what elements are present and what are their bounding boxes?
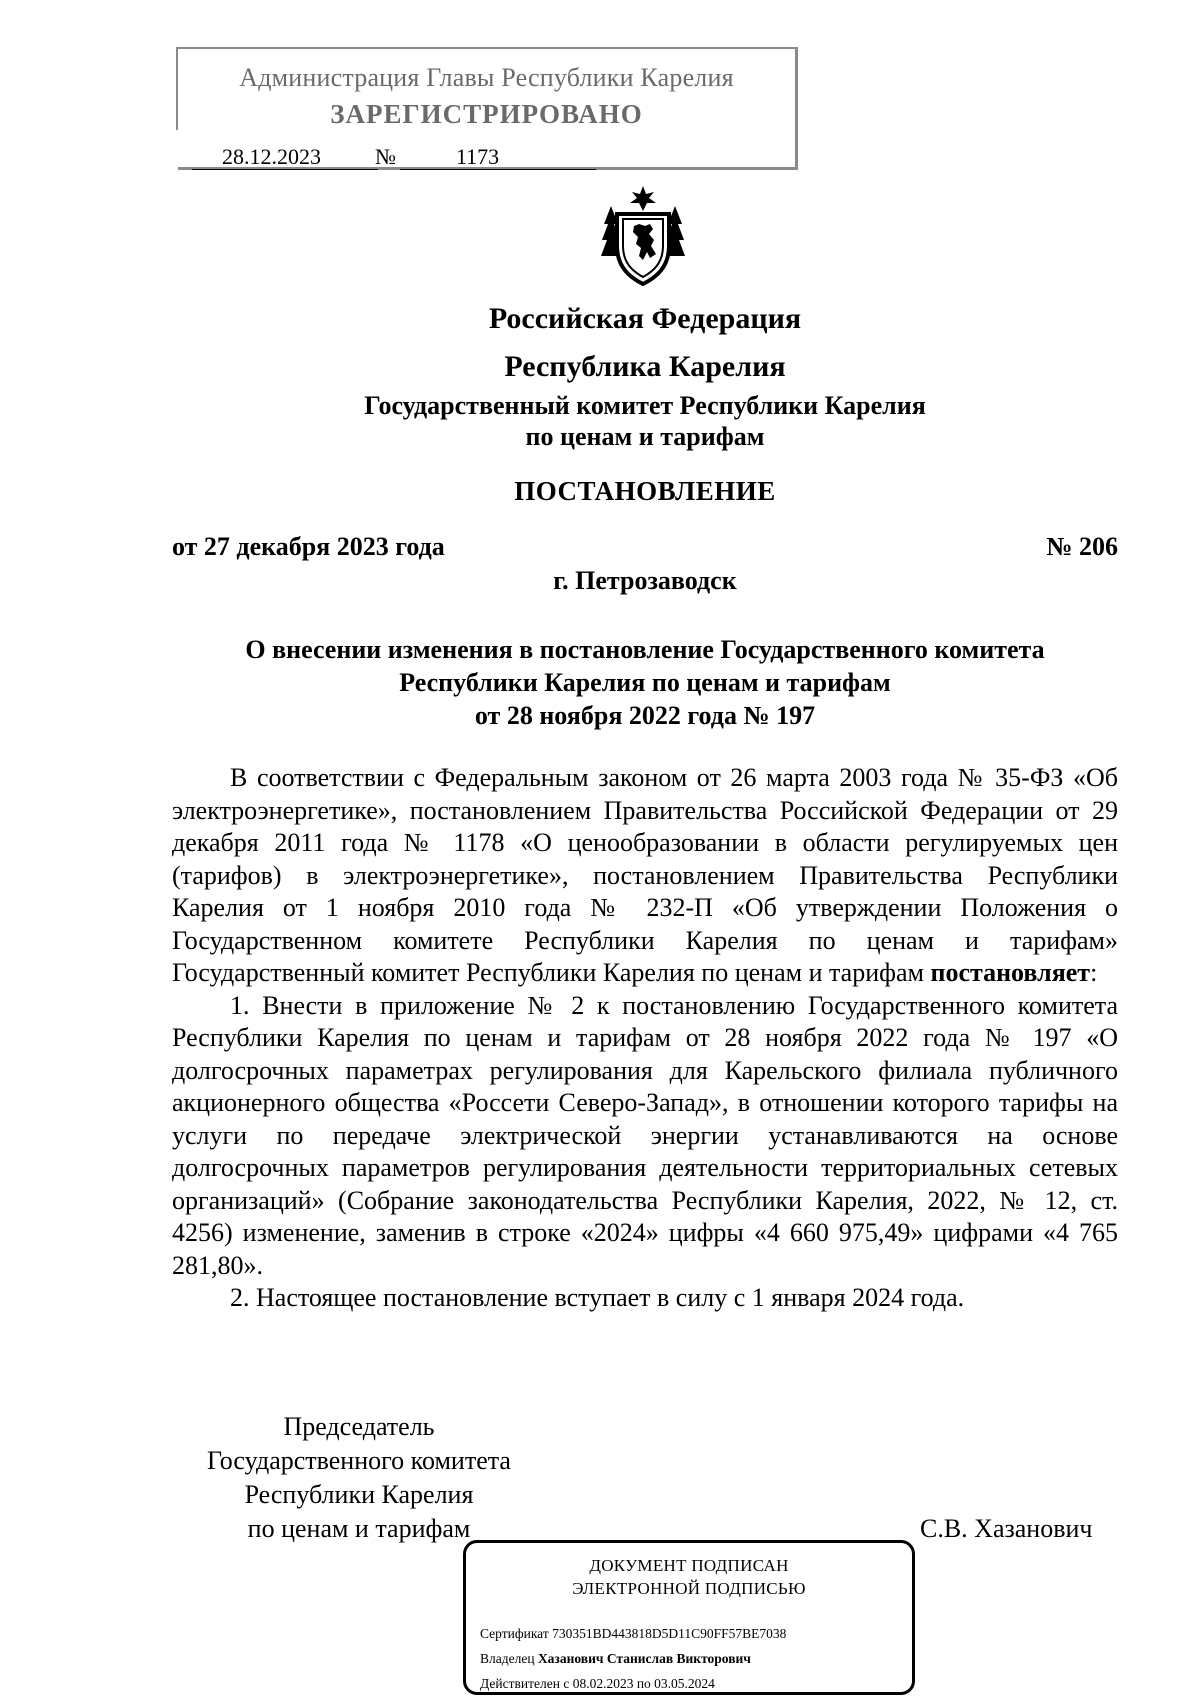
esig-certificate bbox=[480, 1626, 786, 1642]
preamble-end: : bbox=[1090, 958, 1098, 987]
esig-valid-from: 08.02.2023 bbox=[572, 1676, 634, 1691]
header-federation: Российская Федерация bbox=[488, 302, 802, 335]
esig-valid-to: 03.05.2024 bbox=[654, 1676, 715, 1691]
esig-valid-from-label: с bbox=[563, 1676, 570, 1691]
preamble-text: В соответствии с Федеральным законом от 26 марта 2003 года № 35-ФЗ «Об электроэнергетике», постановлением Правительства Российской Федерации от 29 декабря 2011 года № 1178 «О ценообразовании в области регулируемых цен (тарифов) в электроэнергетике», постановлением Правительства Республики Карелия от 1 ноября 2010 года № 232-П «Об утверждении Положения о Государственном комитете Республики Карелия по ценам и тарифам» Государственный комитет Республики Карелия по ценам и тарифам bbox=[172, 763, 1118, 987]
item-1-paragraph: 1. Внести в приложение № 2 к постановлению Государственного комитета Республики Карелия по ценам и тарифам от 28 ноября 2022 года № 197 «О долгосрочных параметрах регулирования для Карельского филиала публичного акционерного общества «Россети Северо-Запад», в отношении которого тарифы на услуги по передаче электрической энергии устанавливаются на основе долгосрочных параметров регулирования деятельности территориальных сетевых организаций» (Собрание законодательства Республики Карелия, 2022, № 12, ст. 4256) изменение, заменив в строке «2024» цифры «4 660 975,49» цифрами «4 765 281,80». bbox=[172, 990, 1118, 1280]
preamble-bold: постановляет bbox=[930, 958, 1091, 987]
registration-stamp bbox=[178, 47, 798, 170]
esig-valid-to-label: по bbox=[636, 1676, 651, 1691]
esig-owner bbox=[480, 1651, 751, 1667]
signature-position-line2: Государственного комитета bbox=[207, 1446, 511, 1475]
document-number: № 206 bbox=[1046, 532, 1118, 561]
electronic-signature-stamp bbox=[463, 1540, 915, 1695]
title-line1: О внесении изменения в постановление Государственного комитета bbox=[245, 635, 1045, 664]
esig-validity bbox=[480, 1676, 715, 1692]
esig-owner-label: Владелец bbox=[480, 1651, 535, 1666]
title-line2: Республики Карелия по ценам и тарифам bbox=[399, 668, 891, 697]
document-body bbox=[172, 762, 1118, 1315]
signature-position-line1: Председатель bbox=[283, 1412, 435, 1441]
esig-title-line1: ДОКУМЕНТ ПОДПИСАН bbox=[589, 1556, 789, 1575]
esig-cert-value: 730351BD443818D5D11C90FF57BE7038 bbox=[552, 1626, 787, 1641]
esig-title-line2: ЭЛЕКТРОННОЙ ПОДПИСЬЮ bbox=[572, 1579, 806, 1598]
document-title bbox=[150, 633, 1140, 732]
karelia-coat-of-arms-icon bbox=[601, 184, 685, 286]
document-type: ПОСТАНОВЛЕНИЕ bbox=[514, 476, 776, 506]
registration-date: 28.12.2023 bbox=[192, 145, 378, 170]
document-date: от 27 декабря 2023 года bbox=[172, 532, 445, 561]
signatory-name: С.В. Хазанович bbox=[920, 1514, 1093, 1543]
header-republic: Республика Карелия bbox=[504, 350, 786, 383]
header-committee-line2: по ценам и тарифам bbox=[525, 422, 765, 451]
signature-position-line3: Республики Карелия bbox=[244, 1480, 474, 1509]
registration-status: ЗАРЕГИСТРИРОВАНО bbox=[330, 99, 643, 129]
item-2-paragraph: 2. Настоящее постановление вступает в силу с 1 января 2024 года. bbox=[230, 1283, 965, 1312]
document-city: г. Петрозаводск bbox=[553, 566, 737, 595]
title-line3: от 28 ноября 2022 года № 197 bbox=[474, 701, 816, 730]
header-committee-line1: Государственный комитет Республики Карелия bbox=[364, 391, 926, 420]
registration-number: 1173 bbox=[400, 145, 596, 170]
signature-position-line4: по ценам и тарифам bbox=[247, 1514, 471, 1543]
registration-administration: Администрация Главы Республики Карелия bbox=[239, 63, 734, 92]
registration-number-sign: № bbox=[375, 144, 396, 169]
preamble-paragraph bbox=[172, 762, 1118, 990]
esig-valid-label: Действителен bbox=[480, 1676, 560, 1691]
esig-cert-label: Сертификат bbox=[480, 1626, 549, 1641]
esig-owner-value: Хазанович Станислав Викторович bbox=[537, 1651, 751, 1666]
